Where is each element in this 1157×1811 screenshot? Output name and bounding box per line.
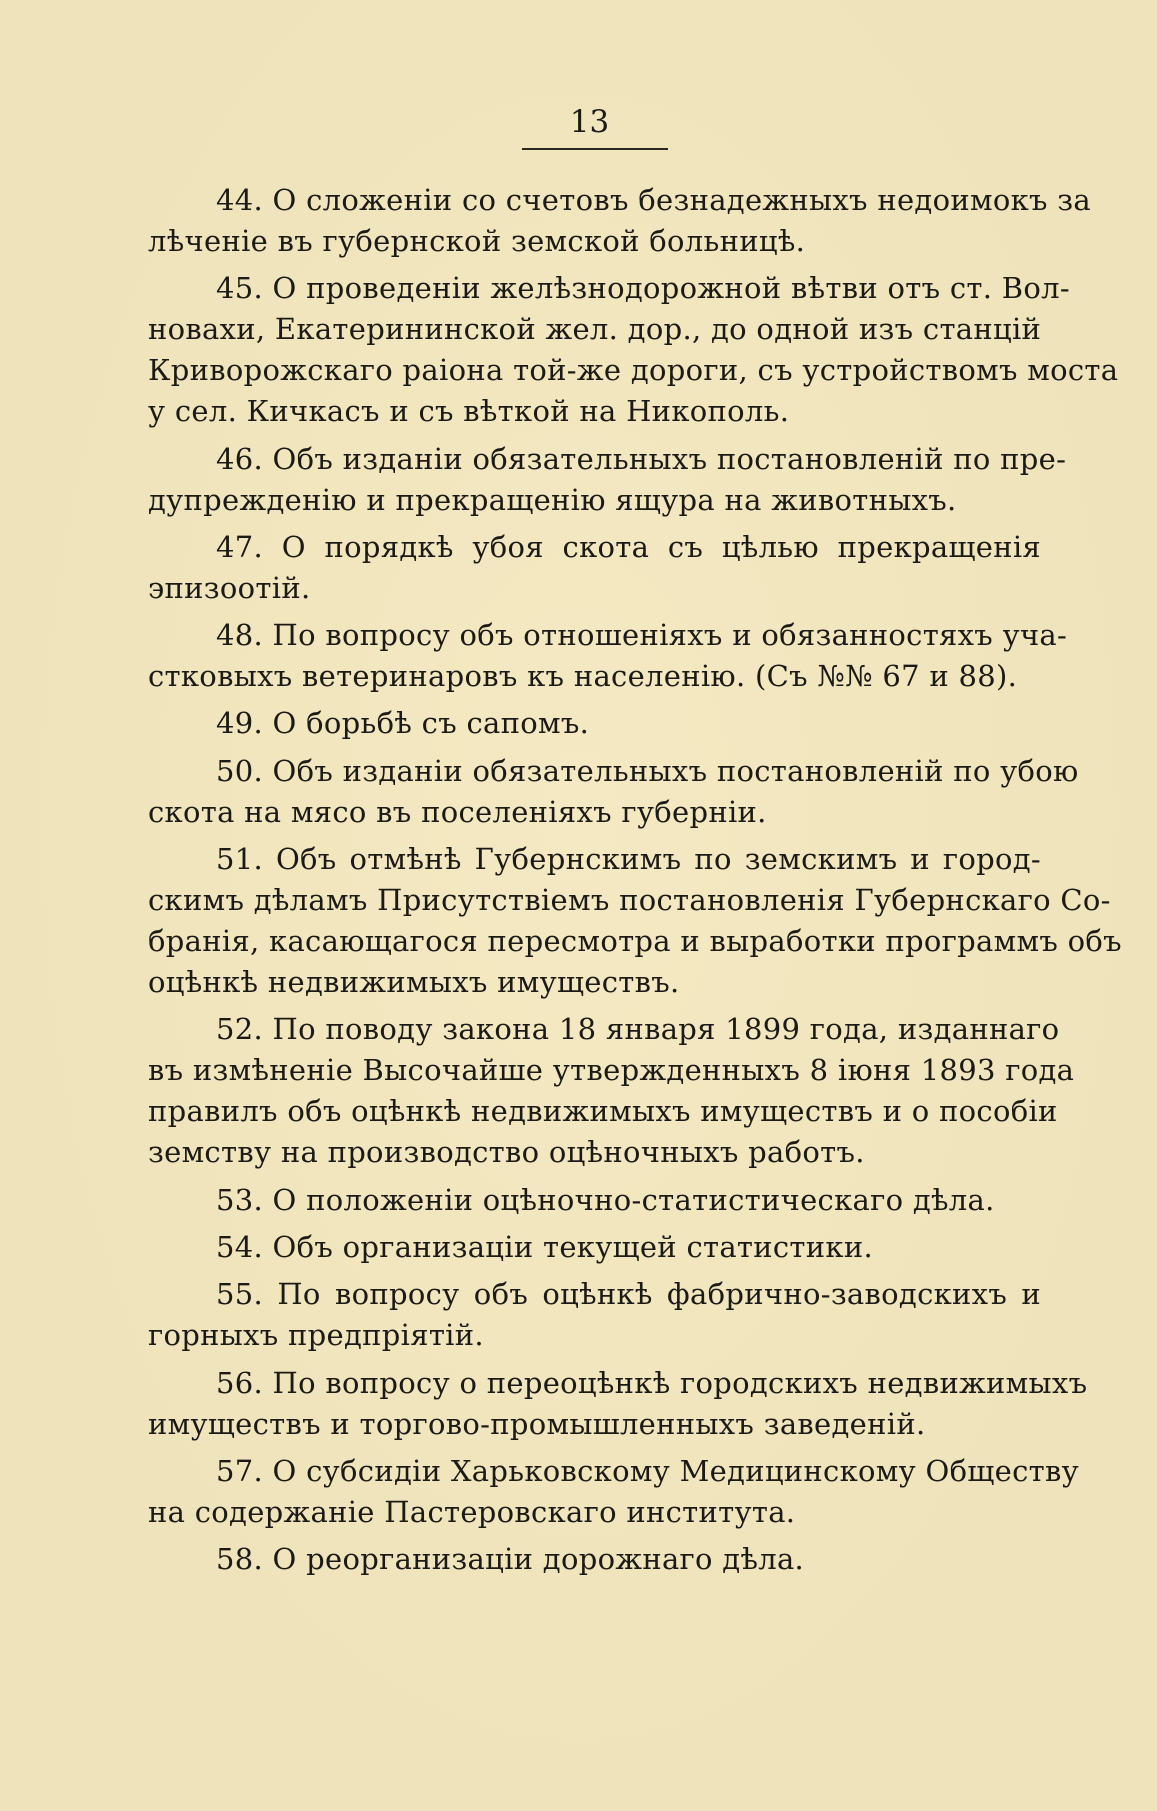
item-text-line: дупрежденiю и прекращенiю ящура на животныхъ.	[148, 482, 957, 517]
item-text-line: 48. По вопросу объ отношенiяхъ и обязанностяхъ уча-	[216, 618, 1068, 653]
agenda-item	[148, 1363, 1088, 1445]
page-number-rule	[522, 148, 668, 150]
agenda-item	[148, 527, 1041, 609]
item-text-line: 50. Объ изданiи обязательныхъ постановленiй по убою	[216, 753, 1079, 788]
item-text-line: 52. По поводу закона 18 января 1899 года, изданнаго	[216, 1012, 1060, 1047]
item-text-line: стковыхъ ветеринаровъ къ населенiю. (Съ №№ 67 и 88).	[148, 659, 1018, 694]
item-text-line: скимъ дѣламъ Присутствiемъ постановленiя Губернскаго Со-	[148, 883, 1111, 918]
agenda-item	[148, 1274, 1041, 1356]
item-text-line: 54. Объ организацiи текущей статистики.	[216, 1229, 873, 1264]
item-text-line: горныхъ предпрiятiй.	[148, 1318, 484, 1353]
item-text-line: 49. О борьбѣ съ сапомъ.	[216, 706, 590, 741]
item-text-line: имуществъ и торгово-промышленныхъ заведенiй.	[148, 1406, 926, 1441]
agenda-item	[148, 1180, 1041, 1221]
item-text-line: новахи, Екатерининской жел. дор., до одной изъ станцiй	[148, 312, 1042, 347]
item-text-line: 58. О реорганизацiи дорожнаго дѣла.	[216, 1542, 805, 1577]
agenda-item	[148, 703, 1041, 744]
item-text-line: 44. О сложенiи со счетовъ безнадежныхъ недоимокъ за	[216, 183, 1091, 217]
item-text-line: правилъ объ оцѣнкѣ недвижимыхъ имуществъ и о пособiи	[148, 1094, 1058, 1129]
item-text-line: на содержанiе Пастеровскаго института.	[148, 1494, 796, 1529]
item-text-line: 55. По вопросу объ оцѣнкѣ фабрично-заводскихъ и	[216, 1277, 1041, 1312]
agenda-item	[148, 1227, 1041, 1268]
agenda-item	[148, 1539, 1041, 1580]
item-list	[148, 180, 1122, 1586]
agenda-item	[148, 439, 1067, 521]
item-text-line: у сел. Кичкасъ и съ вѣткой на Никополь.	[148, 394, 790, 429]
page-number: 13	[569, 104, 610, 140]
item-text-line: бранiя, касающагося пересмотра и выработки программъ объ	[148, 924, 1122, 959]
item-text-line: 45. О проведенiи желѣзнодорожной вѣтви отъ ст. Вол-	[216, 271, 1070, 306]
agenda-item	[148, 1451, 1079, 1533]
item-text-line: 47. О порядкѣ убоя скота съ цѣлью прекращенiя	[216, 529, 1041, 564]
item-text-line: 46. Объ изданiи обязательныхъ постановленiй по пре-	[216, 441, 1067, 476]
item-text-line: скота на мясо въ поселенiяхъ губернiи.	[148, 794, 767, 829]
item-text-line: 57. О субсидiи Харьковскому Медицинскому Обществу	[216, 1453, 1079, 1488]
item-text-line: эпизоотiй.	[148, 570, 311, 605]
item-text-line: Криворожскаго раiона той-же дороги, съ устройствомъ моста	[148, 353, 1119, 388]
agenda-item	[148, 751, 1079, 833]
item-text-line: 56. По вопросу о переоцѣнкѣ городскихъ недвижимыхъ	[216, 1365, 1088, 1400]
agenda-item	[148, 1009, 1075, 1173]
item-text-line: 53. О положенiи оцѣночно-статистическаго дѣла.	[216, 1182, 995, 1217]
agenda-item	[148, 180, 1091, 262]
agenda-item	[148, 839, 1122, 1003]
item-text-line: 51. Объ отмѣнѣ Губернскимъ по земскимъ и город-	[216, 842, 1041, 877]
agenda-item	[148, 615, 1068, 697]
item-text-line: въ измѣненiе Высочайше утвержденныхъ 8 iюня 1893 года	[148, 1053, 1075, 1088]
item-text-line: лѣченiе въ губернской земской больницѣ.	[148, 224, 806, 258]
item-text-line: оцѣнкѣ недвижимыхъ имуществъ.	[148, 965, 680, 1000]
agenda-item	[148, 268, 1119, 432]
item-text-line: земству на производство оцѣночныхъ работъ.	[148, 1135, 865, 1170]
